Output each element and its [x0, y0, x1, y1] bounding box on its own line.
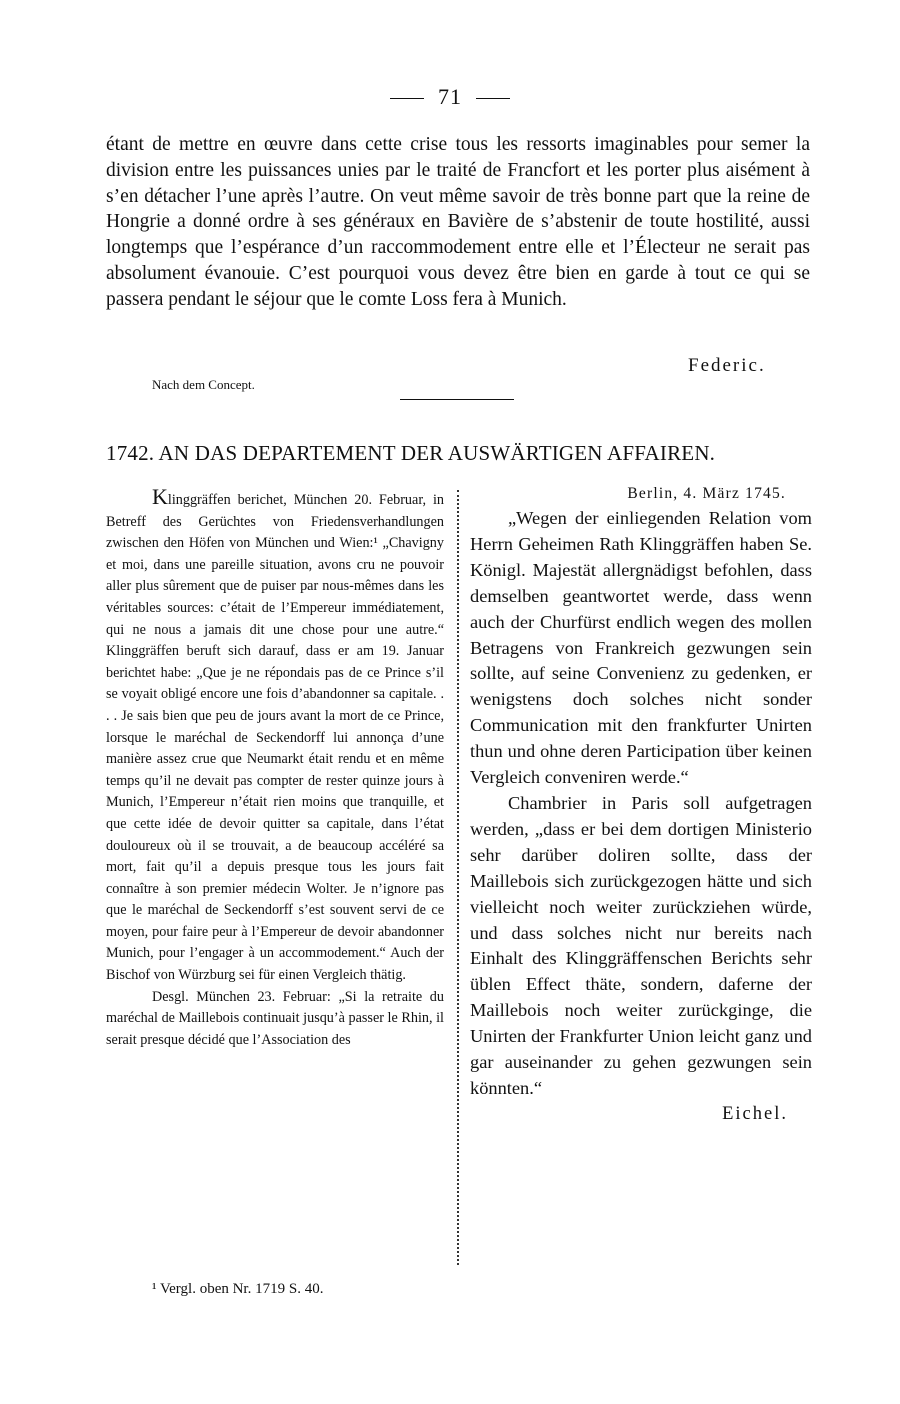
right-paragraph-1: „Wegen der einliegenden Relation vom Herrn Geheimen Rath Klinggräffen haben Se. Königl. Majestät allergnädigst befohlen, dass demselben geantwortet werde, dass wenn auch der Churfürst endlich wegen des mollen Betragens von Frankreich gezwungen sein sollte, auf seine Convenienz zu gedenken, er wenigstens doch solches nicht sonder Communication mit den frankfurter Unirten thun und ohne deren Participation über keinen Vergleich conveniren werde.“	[470, 508, 812, 788]
dateline: Berlin, 4. März 1745.	[627, 485, 786, 502]
right-signature: Eichel.	[722, 1103, 788, 1124]
page-number	[0, 84, 900, 110]
right-paragraph-2: Chambrier in Paris soll aufgetragen werden, „dass er bei dem dortigen Ministerio sehr darüber doliren sollte, dass der Maillebois sich zurückgezogen hätte und sich vielleicht noch weiter zurückziehen würde, und dass solches nicht nur bereits nach Einhalt des Klinggräffenschen Berichts sehr üblen Effect thäte, sondern, daferne der Maillebois noch weiter zurückginge, die Unirten der Frankfurter Union leicht ganz und gar auseinander zu gehen gezwungen sein könnten.“	[470, 792, 812, 1098]
left-paragraph-2: Desgl. München 23. Februar: „Si la retraite du maréchal de Maillebois continuait jusqu’à passer le Rhin, il serait presque décidé que l’Association des	[106, 988, 444, 1048]
left-column	[106, 486, 444, 1051]
left-paragraph-1	[106, 486, 444, 987]
page-number-rule-left	[390, 98, 424, 99]
top-paragraph: étant de mettre en œuvre dans cette crise tous les ressorts imaginables pour semer la division entre les puissances unies par le traité de Francfort et les porter plus aisément à s’en détacher l’une après l’autre. On veut même savoir de très bonne part que la reine de Hongrie a donné ordre à ses généraux en Bavière de s’abstenir de toute hostilité, aussi longtemps que l’espérance d’un raccommodement entre elle et l’Électeur ne serait pas absolument évanouie. C’est pourquoi vous devez être bien en garde à tout ce qui se passera pendant le séjour que le comte Loss fera à Munich.	[106, 134, 810, 310]
column-divider	[457, 490, 459, 1265]
section-heading: 1742. AN DAS DEPARTEMENT DER AUSWÄRTIGEN AFFAIREN.	[106, 441, 716, 465]
drop-initial: K	[152, 484, 168, 509]
footnote: ¹ Vergl. oben Nr. 1719 S. 40.	[152, 1281, 324, 1297]
right-column	[470, 482, 812, 1128]
section-separator	[400, 399, 514, 400]
left-paragraph-1-text: linggräffen berichet, München 20. Februar, in Betreff des Gerüchtes von Friedensverhandlungen zwischen den Höfen von München und Wien:¹ „Chavigny et moi, dans une pareille situation, avons cru ne pouvoir aller plus sûrement que de puiser par nous-mêmes dans les véritables sources: c’était de l’Empereur immédiatement, qui ne nous a jamais dit une chose pour une autre.“ Klinggräffen beruft sich darauf, dass er am 19. Januar berichtet habe: „Que je ne répondais pas de ce Prince s’il se voyait obligé encore une fois d’abandonner sa capitale. . . . Je sais bien que peu de jours avant la mort de ce Prince, lorsque le maréchal de Seckendorff lui annonça d’une manière assez crue que Neumarkt était rendu et en même temps qu’il ne devait pas compter de rester quinze jours à Munich, l’Empereur n’était rien moins que tranquille, et que cette idée de devoir quitter sa capitale, dans l’état douloureux où il se trouvait, a de beaucoup accéléré sa mort, fait qu’il a depuis presque tous les jours fait connaître à son premier médecin Wolter. Je n’ignore pas que le maréchal de Seckendorff s’est souvent servi de ce moyen, pour faire peur à l’Empereur de devoir abandonner Munich, pour l’engager à un accommodement.“ Auch der Bischof von Würzburg sei für einen Vergleich thätig.	[106, 492, 444, 984]
source-note: Nach dem Concept.	[152, 377, 255, 392]
page-number-rule-right	[476, 98, 510, 99]
page-number-text: 71	[438, 84, 462, 109]
top-paragraph-block	[106, 132, 810, 313]
top-signature: Federic.	[688, 355, 766, 376]
